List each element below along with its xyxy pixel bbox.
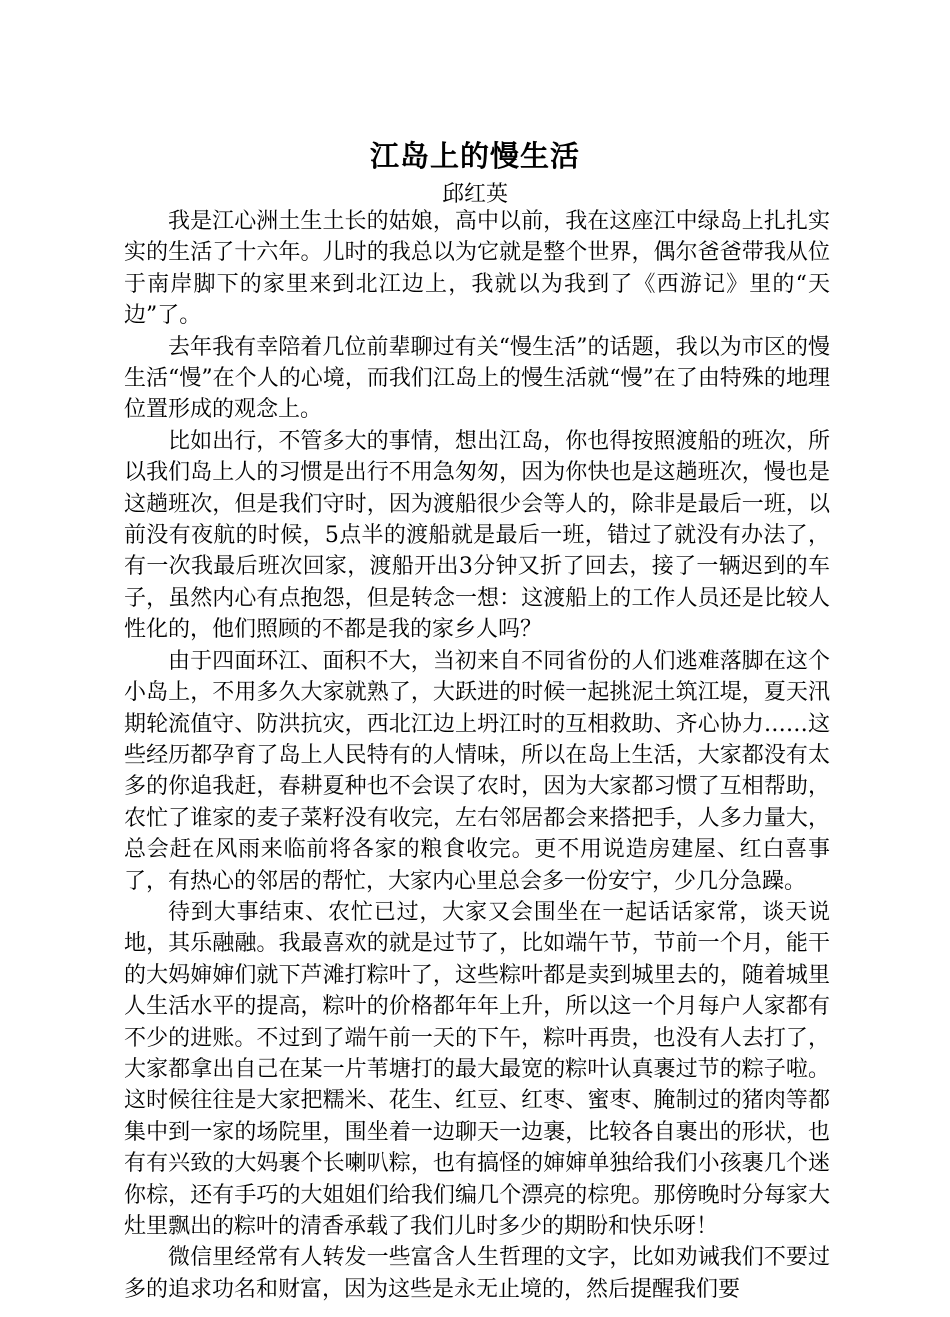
paragraph-6: 微信里经常有人转发一些富含人生哲理的文字，比如劝诫我们不要过多的追求功名和财富，因为这些是永无止境的，然后提醒我们要 (124, 1245, 830, 1302)
paragraph-4: 由于四面环江、面积不大，当初来自不同省份的人们逃难落脚在这个小岛上，不用多久大家就熟了，大跃进的时候一起挑泥土筑江堤，夏天汛期轮流值守、防洪抗灾，西北江边上坍江时的互相救助、齐心协力……这些经历都孕育了岛上人民特有的人情味，所以在岛上生活，大家都没有太多的你追我赶，春耕夏种也不会误了农时，因为大家都习惯了互相帮助，农忙了谁家的麦子菜籽没有收完，左右邻居都会来搭把手，人多力量大，总会赶在风雨来临前将各家的粮食收完。更不用说造房建屋、红白喜事了，有热心的邻居的帮忙，大家内心里总会多一份安宁，少几分急躁。 (124, 648, 830, 894)
article-title: 江岛上的慢生活 (369, 139, 580, 173)
article-body (124, 206, 830, 1302)
paragraph-1: 我是江心洲土生土长的姑娘，高中以前，我在这座江中绿岛上扎扎实实的生活了十六年。儿时的我总以为它就是整个世界，偶尔爸爸带我从位于南岸脚下的家里来到北江边上，我就以为我到了《西游记》里的“天边”了。 (124, 209, 830, 329)
paragraph-2: 去年我有幸陪着几位前辈聊过有关“慢生活”的话题，我以为市区的慢生活“慢”在个人的心境，而我们江岛上的慢生活就“慢”在了由特殊的地理位置形成的观念上。 (124, 334, 830, 423)
paragraph-5: 待到大事结束、农忙已过，大家又会围坐在一起话话家常，谈天说地，其乐融融。我最喜欢的就是过节了，比如端午节，节前一个月，能干的大妈婶婶们就下芦滩打粽叶了，这些粽叶都是卖到城里去的，随着城里人生活水平的提高，粽叶的价格都年年上升，所以这一个月每户人家都有不少的进账。不过到了端午前一天的下午，粽叶再贵，也没有人去打了，大家都拿出自己在某一片苇塘打的最大最宽的粽叶认真裹过节的粽子啦。这时候往往是大家把糯米、花生、红豆、红枣、蜜枣、腌制过的猪肉等都集中到一家的场院里，围坐着一边聊天一边裹，比较各自裹出的形状，也有有兴致的大妈裹个长喇叭粽，也有搞怪的婶婶单独给我们小孩裹几个迷你棕，还有手巧的大姐姐们给我们编几个漂亮的棕兜。那傍晚时分每家大灶里飘出的粽叶的清香承载了我们儿时多少的期盼和快乐呀！ (124, 899, 830, 1239)
author-name: 邱红英 (441, 182, 508, 207)
paragraph-3: 比如出行，不管多大的事情，想出江岛，你也得按照渡船的班次，所以我们岛上人的习惯是出行不用急匆匆，因为你快也是这趟班次，慢也是这趟班次，但是我们守时，因为渡船很少会等人的，除非是最后一班，以前没有夜航的时候，5点半的渡船就是最后一班，错过了就没有办法了，有一次我最后班次回家，渡船开出3分钟又折了回去，接了一辆迟到的车子，虽然内心有点抱怨，但是转念一想：这渡船上的工作人员还是比较人性化的，他们照顾的不都是我的家乡人吗？ (124, 428, 830, 643)
